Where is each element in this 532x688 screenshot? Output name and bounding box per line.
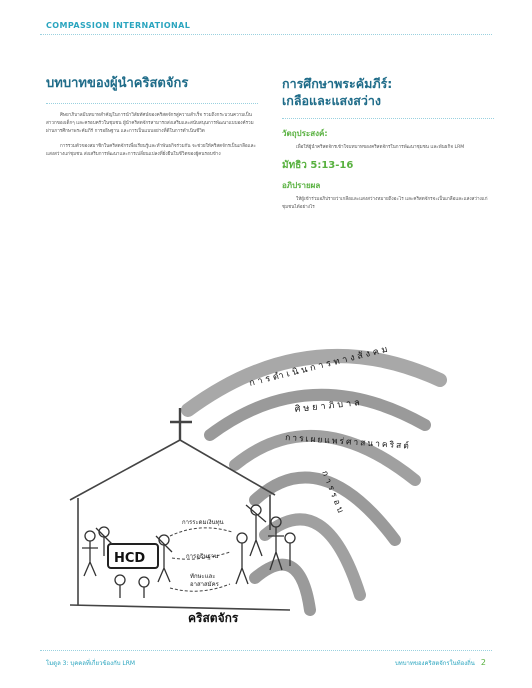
- page-number: 2: [480, 658, 486, 667]
- left-paragraph-1: ศิษยาภิบาลมีบทบาทสำคัญในการนำวิสัยทัศน์ของคริสตจักรสู่ความสำเร็จ รวมถึงกระบวนความเป็นสาวกของเด็กๆ และครอบครัวในชุมชน ผู้นำคริสตจักรสามารถส่งเสริมและสนับสนุนการพัฒนาแบบองค์รวมผ่านการศึกษาพระคัมภีร์ การอธิษฐาน และการเป็นแบบอย่างที่ดีในการดำเนินชีวิต: [46, 112, 254, 135]
- right-column: [282, 76, 494, 218]
- left-title-divider: [46, 103, 258, 104]
- arc-band-5: [265, 519, 360, 595]
- footer-section: [395, 658, 486, 668]
- arc-label-1: การดำเนินการทางสังคม: [248, 344, 392, 389]
- right-title-divider: [282, 118, 494, 119]
- right-title-line-2: เกลือและแสงสว่าง: [282, 92, 381, 108]
- hcd-label: HCD: [114, 551, 146, 566]
- arrow-label-fundraising: การระดมเงินทุน: [182, 519, 224, 526]
- discussion-text: ให้ผู้เข้าร่วมอภิปรายว่าเกลือและแสงสว่างหมายถึงอะไร และคริสตจักรจะเป็นเกลือและแสงสว่างแก่ชุมชนได้อย่างไร: [282, 196, 488, 211]
- church-roof: [70, 440, 275, 500]
- header-brand: COMPASSION INTERNATIONAL: [46, 21, 191, 30]
- scripture-reference: มัทธิว 5:13-16: [282, 159, 354, 171]
- arrow-label-prayer: การอธิษฐาน: [186, 553, 219, 560]
- arrow-label-skills: ทักษะและ: [190, 573, 216, 580]
- arc-band-2: [210, 395, 425, 435]
- objective-text: เพื่อให้ผู้นำคริสตจักรเข้าใจบทบาทของคริสตจักรในการพัฒนาชุมชน และพันธกิจ LRM: [296, 144, 465, 150]
- left-paragraph-2: การรวมตัวของสมาชิกในคริสตจักรเพื่อเรียนรู้และทำพันธกิจร่วมกัน จะช่วยให้คริสตจักรเป็นเกลือและแสงสว่างแก่ชุมชน ส่งเสริมการพัฒนาและการเปลี่ยนแปลงที่ยั่งยืนในชีวิตของผู้คนรอบข้าง: [46, 143, 256, 157]
- footer-module: โมดูล 3: บุคคลที่เกี่ยวข้องกับ LRM: [46, 660, 136, 667]
- arc-label-4: การรอบ: [319, 469, 347, 518]
- church-label: คริสตจักร: [188, 611, 239, 625]
- footer-divider: [40, 650, 492, 651]
- arc-label-2: ศิษยาภิบาล: [294, 397, 364, 415]
- footer-section-title: บทบาทของคริสตจักรในท้องถิ่น: [394, 660, 475, 667]
- arrow-label-volunteers: อาสาสมัคร: [190, 581, 219, 588]
- arrow-fundraising: [170, 528, 232, 536]
- arc-band-6: [255, 565, 310, 610]
- discussion-heading: อภิปรายผล: [282, 180, 321, 190]
- church-floor: [70, 605, 290, 610]
- objective-heading: วัตถุประสงค์:: [282, 128, 328, 138]
- left-title: บทบาทของผู้นำคริสตจักร: [46, 76, 189, 91]
- church-community-illustration: [60, 300, 480, 630]
- arc-label-3: การเผยแพร่ศาสนาคริสต์: [284, 433, 412, 452]
- right-title-line-1: การศึกษาพระคัมภีร์:: [282, 76, 393, 91]
- left-column: [46, 76, 258, 165]
- header-divider: [40, 34, 492, 35]
- right-title: [282, 76, 494, 110]
